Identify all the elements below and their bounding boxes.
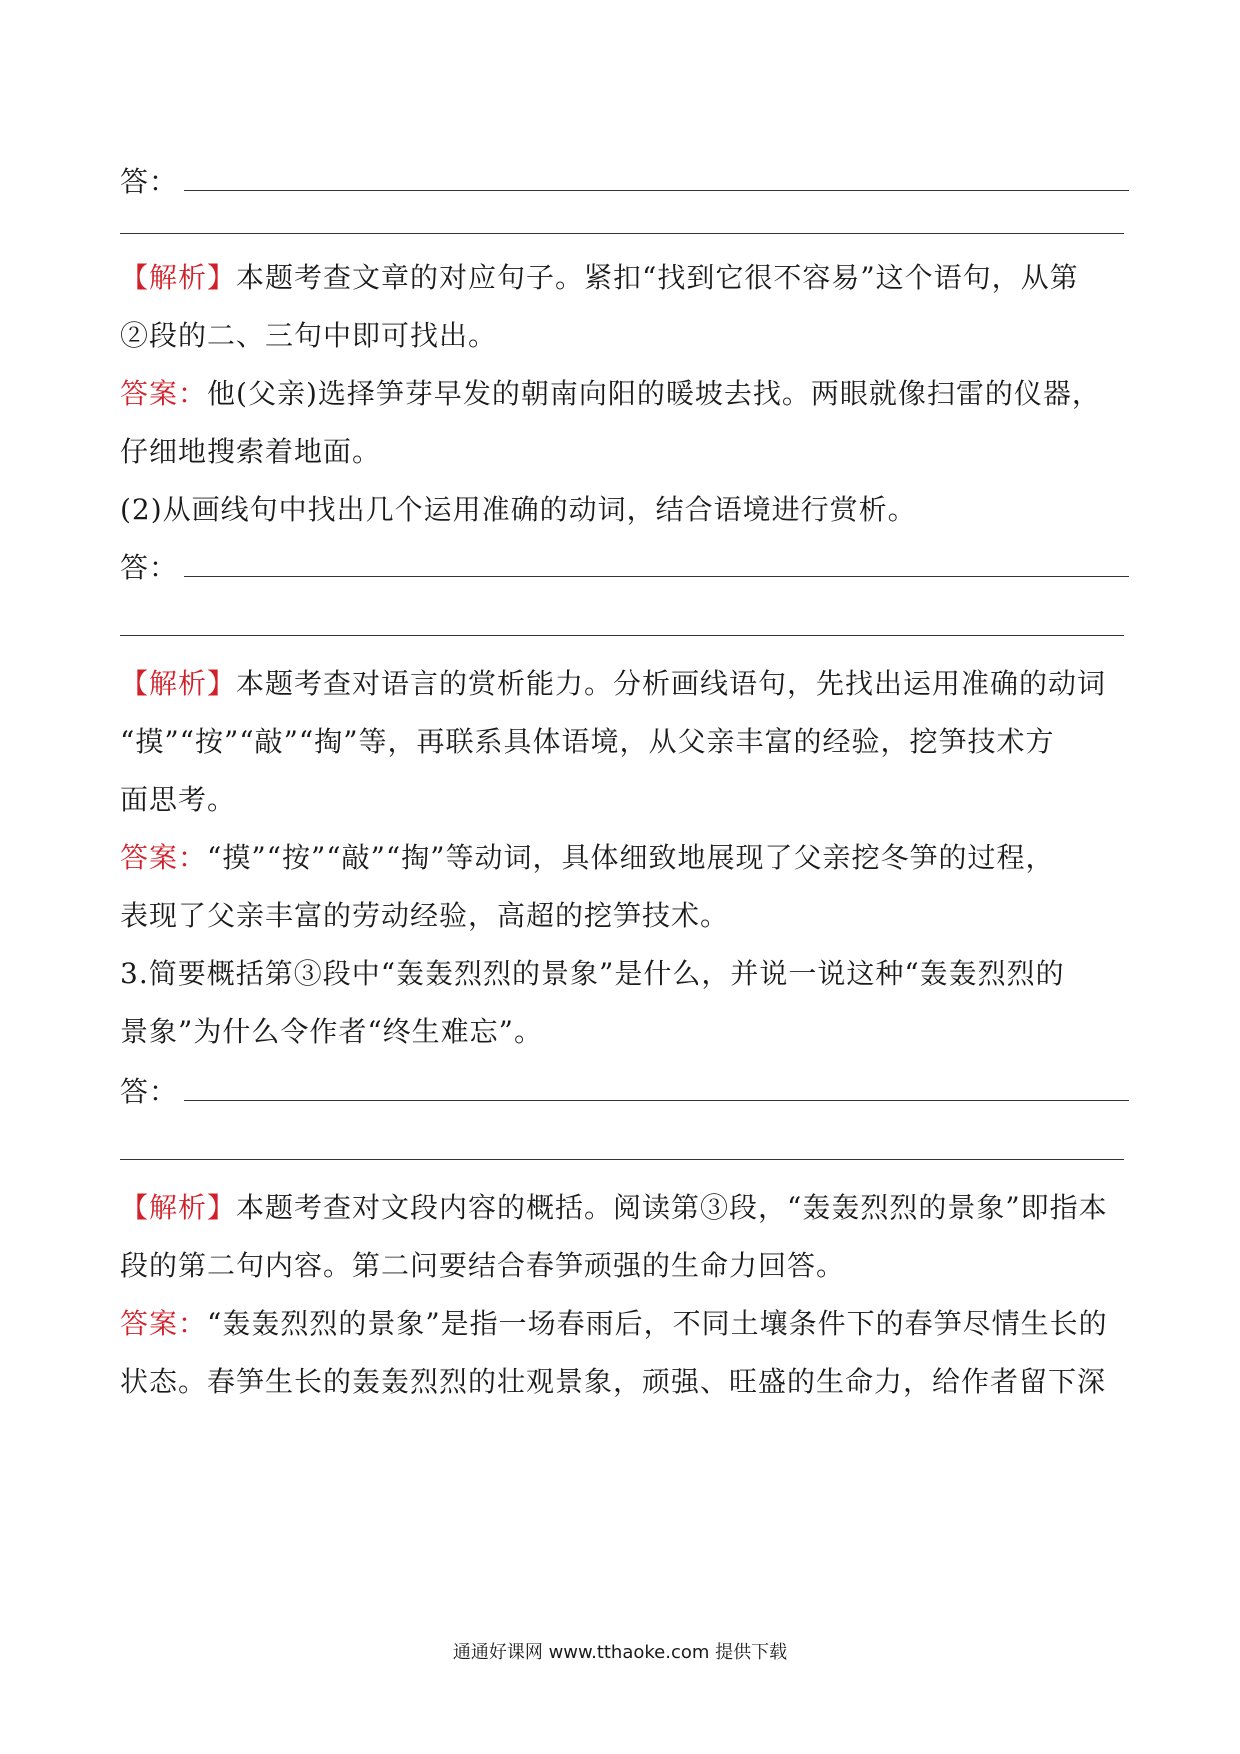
q3-analysis-text-1: 本题考查对文段内容的概括。阅读第③段，“轰轰烈烈的景象”即指本 [236,1191,1108,1224]
q2-analysis-line-2: “摸”“按”“敲”“掏”等，再联系具体语境，从父亲丰富的经验，挖笋技术方 [120,725,1055,758]
q3-answer-line-2: 状态。春笋生长的轰轰烈烈的壮观景象，顽强、旺盛的生命力，给作者留下深 [120,1365,1107,1398]
analysis-tag: 【解析】 [120,667,237,700]
answer-label: 答： [120,165,179,198]
answer-label: 答： [120,1075,179,1108]
q1-answer-line-1 [120,374,1130,414]
answer-underline-full [120,1158,1124,1160]
answer-underline [184,1099,1129,1101]
q1-analysis-line-1 [120,258,1130,298]
q2-analysis-line-1 [120,664,1130,704]
q3-question-line-2: 景象”为什么令作者“终生难忘”。 [120,1015,543,1048]
analysis-tag: 【解析】 [120,261,237,294]
q2-answer-line-2: 表现了父亲丰富的劳动经验，高超的挖笋技术。 [120,899,730,932]
q2-answer-line-1 [120,838,1130,878]
q2-question: (2)从画线句中找出几个运用准确的动词，结合语境进行赏析。 [120,493,917,526]
q2-analysis-text-1: 本题考查对语言的赏析能力。分析画线语句，先找出运用准确的动词 [236,667,1107,700]
q1-analysis-line-2: ②段的二、三句中即可找出。 [120,319,498,352]
q2-answer-text-1: “摸”“按”“敲”“掏”等动词，具体细致地展现了父亲挖冬笋的过程， [207,841,1055,874]
answer-underline [184,575,1129,577]
answer-underline [184,189,1129,191]
q1-analysis-text-1: 本题考查文章的对应句子。紧扣“找到它很不容易”这个语句，从第 [236,261,1079,294]
q3-analysis-line-1 [120,1188,1130,1228]
answer-label: 答： [120,551,179,584]
page-footer: 通通好课网 www.tthaoke.com 提供下载 [452,1642,788,1663]
answer-underline-full [120,232,1124,234]
answer-blank-1 [120,162,1130,202]
q3-question-line-1: 3.简要概括第③段中“轰轰烈烈的景象”是什么，并说一说这种“轰轰烈烈的 [120,957,1065,990]
q3-analysis-line-2: 段的第二句内容。第二问要结合春笋顽强的生命力回答。 [120,1249,846,1282]
q1-answer-text-1: 他(父亲)选择笋芽早发的朝南向阳的暖坡去找。两眼就像扫雷的仪器， [207,377,1101,410]
q2-analysis-line-3: 面思考。 [120,783,237,816]
answer-underline-full [120,634,1124,636]
q1-answer-line-2: 仔细地搜索着地面。 [120,435,382,468]
answer-blank-3 [120,1072,1130,1112]
q3-answer-line-1 [120,1304,1130,1344]
answer-tag: 答案： [120,1307,208,1340]
answer-tag: 答案： [120,377,208,410]
answer-blank-2 [120,548,1130,588]
answer-tag: 答案： [120,841,208,874]
analysis-tag: 【解析】 [120,1191,237,1224]
q3-answer-text-1: “轰轰烈烈的景象”是指一场春雨后，不同土壤条件下的春笋尽情生长的 [207,1307,1108,1340]
